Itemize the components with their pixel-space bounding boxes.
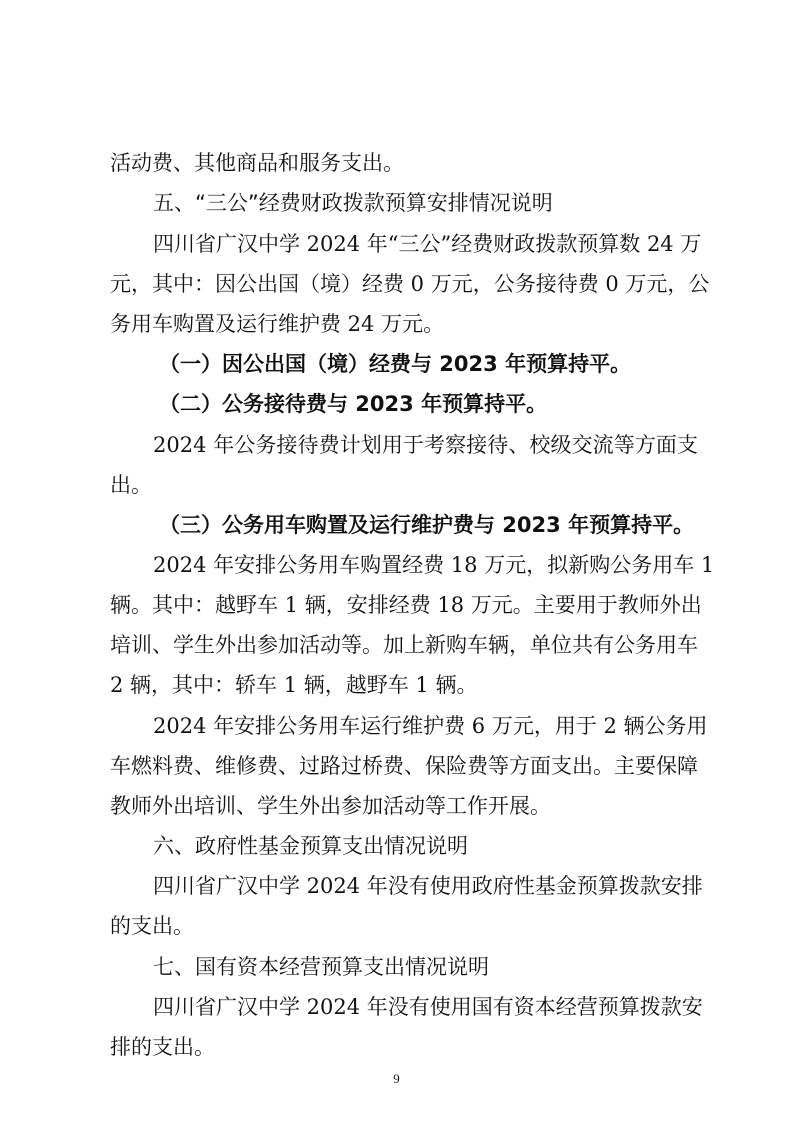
paragraph-line: 四川省广汉中学 2024 年没有使用国有资本经营预算拨款安 [153,995,703,1019]
paragraph-line: 出。 [110,473,152,497]
section-heading-five: 五、“三公”经费财政拨款预算安排情况说明 [153,191,553,215]
paragraph-line: 2024 年安排公务用车购置经费 18 万元，拟新购公务用车 1 [153,553,715,577]
paragraph-line: 2024 年公务接待费计划用于考察接待、校级交流等方面支 [153,433,698,457]
paragraph-line: 四川省广汉中学 2024 年“三公”经费财政拨款预算数 24 万 [153,232,702,256]
paragraph-line: 务用车购置及运行维护费 24 万元。 [110,312,445,336]
paragraph-line: 培训、学生外出参加活动等。加上新购车辆，单位共有公务用车 [110,633,698,657]
paragraph-line: 2024 年安排公务用车运行维护费 6 万元，用于 2 辆公务用 [153,714,708,738]
paragraph-line: 的支出。 [110,914,194,938]
subheading-three: （三）公务用车购置及运行维护费与 2023 年预算持平。 [159,513,695,537]
subheading-one: （一）因公出国（境）经费与 2023 年预算持平。 [159,352,632,376]
paragraph-line: 活动费、其他商品和服务支出。 [110,151,404,175]
paragraph-line: 元，其中：因公出国（境）经费 0 万元，公务接待费 0 万元，公 [110,272,710,296]
paragraph-line: 车燃料费、维修费、过路过桥费、保险费等方面支出。主要保障 [110,754,698,778]
section-heading-seven: 七、国有资本经营预算支出情况说明 [153,955,489,979]
paragraph-line: 四川省广汉中学 2024 年没有使用政府性基金预算拨款安排 [153,874,703,898]
section-heading-six: 六、政府性基金预算支出情况说明 [153,834,468,858]
subheading-two: （二）公务接待费与 2023 年预算持平。 [159,392,548,416]
paragraph-line: 排的支出。 [110,1035,215,1059]
page-number: 9 [393,1071,400,1086]
paragraph-line: 辆。其中：越野车 1 辆，安排经费 18 万元。主要用于教师外出 [110,593,702,617]
paragraph-line: 教师外出培训、学生外出参加活动等工作开展。 [110,794,551,818]
paragraph-line: 2 辆，其中：轿车 1 辆，越野车 1 辆。 [110,673,478,697]
